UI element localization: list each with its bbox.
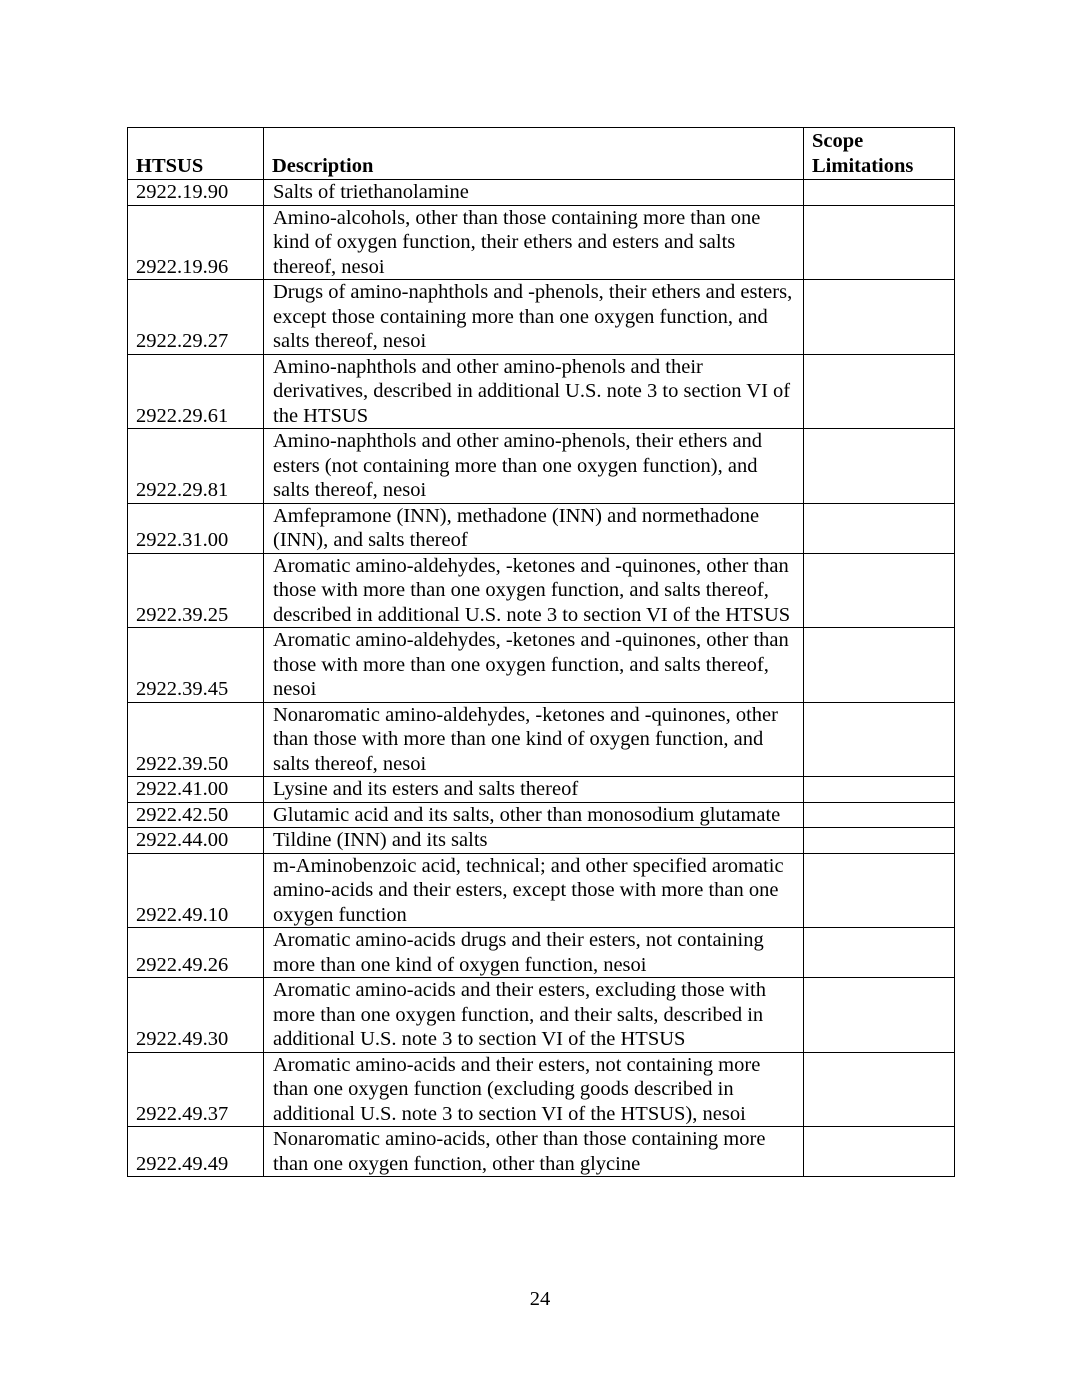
htsus-code-cell: 2922.39.50	[128, 702, 264, 777]
description-cell: Nonaromatic amino-acids, other than those containing more than one oxygen function, other than glycine	[264, 1127, 804, 1177]
description-cell: Amino-naphthols and other amino-phenols, their ethers and esters (not containing more than one oxygen function), and salts thereof, nesoi	[264, 429, 804, 504]
htsus-code-cell: 2922.49.26	[128, 928, 264, 978]
header-scope-limitations	[804, 128, 955, 180]
table-row	[128, 628, 955, 703]
htsus-code-cell: 2922.19.90	[128, 180, 264, 206]
table-row	[128, 205, 955, 280]
description-cell: m-Aminobenzoic acid, technical; and other specified aromatic amino-acids and their esters, except those with more than one oxygen function	[264, 853, 804, 928]
table-row	[128, 553, 955, 628]
header-scope-line2: Limitations	[812, 154, 914, 177]
scope-limitations-cell	[804, 553, 955, 628]
table-row	[128, 702, 955, 777]
scope-limitations-cell	[804, 928, 955, 978]
scope-limitations-cell	[804, 354, 955, 429]
description-cell: Amino-naphthols and other amino-phenols and their derivatives, described in additional U.S. note 3 to section VI of the HTSUS	[264, 354, 804, 429]
description-cell: Salts of triethanolamine	[264, 180, 804, 206]
description-cell: Aromatic amino-acids drugs and their esters, not containing more than one kind of oxygen function, nesoi	[264, 928, 804, 978]
table-row	[128, 853, 955, 928]
description-cell: Aromatic amino-aldehydes, -ketones and -quinones, other than those with more than one oxygen function, and salts thereof, nesoi	[264, 628, 804, 703]
scope-limitations-cell	[804, 1127, 955, 1177]
htsus-code-cell: 2922.41.00	[128, 777, 264, 803]
scope-limitations-cell	[804, 777, 955, 803]
description-cell: Amfepramone (INN), methadone (INN) and normethadone (INN), and salts thereof	[264, 503, 804, 553]
scope-limitations-cell	[804, 180, 955, 206]
scope-limitations-cell	[804, 1052, 955, 1127]
table-row	[128, 503, 955, 553]
scope-limitations-cell	[804, 828, 955, 854]
description-cell: Nonaromatic amino-aldehydes, -ketones and -quinones, other than those with more than one kind of oxygen function, and salts thereof, nesoi	[264, 702, 804, 777]
htsus-code-cell: 2922.19.96	[128, 205, 264, 280]
header-htsus: HTSUS	[128, 128, 264, 180]
htsus-code-cell: 2922.49.30	[128, 978, 264, 1053]
scope-limitations-cell	[804, 429, 955, 504]
table-row	[128, 1052, 955, 1127]
table-row	[128, 280, 955, 355]
header-scope-line1: Scope	[812, 130, 864, 152]
scope-limitations-cell	[804, 205, 955, 280]
description-cell: Glutamic acid and its salts, other than monosodium glutamate	[264, 802, 804, 828]
htsus-code-cell: 2922.31.00	[128, 503, 264, 553]
table-row	[128, 928, 955, 978]
table-row	[128, 180, 955, 206]
table-row	[128, 802, 955, 828]
header-description: Description	[264, 128, 804, 180]
htsus-code-cell: 2922.44.00	[128, 828, 264, 854]
table-row	[128, 777, 955, 803]
htsus-code-cell: 2922.29.81	[128, 429, 264, 504]
page-number: 24	[529, 1288, 551, 1310]
htsus-code-cell: 2922.39.45	[128, 628, 264, 703]
scope-limitations-cell	[804, 853, 955, 928]
htsus-code-cell: 2922.29.27	[128, 280, 264, 355]
table-row	[128, 429, 955, 504]
htsus-code-cell: 2922.49.49	[128, 1127, 264, 1177]
description-cell: Lysine and its esters and salts thereof	[264, 777, 804, 803]
table-row	[128, 828, 955, 854]
scope-limitations-cell	[804, 978, 955, 1053]
scope-limitations-cell	[804, 628, 955, 703]
description-cell: Tildine (INN) and its salts	[264, 828, 804, 854]
description-cell: Aromatic amino-acids and their esters, not containing more than one oxygen function (excluding goods described in additional U.S. note 3 to section VI of the HTSUS), nesoi	[264, 1052, 804, 1127]
htsus-code-cell: 2922.49.10	[128, 853, 264, 928]
description-cell: Aromatic amino-acids and their esters, excluding those with more than one oxygen function, and their salts, described in additional U.S. note 3 to section VI of the HTSUS	[264, 978, 804, 1053]
table-row	[128, 1127, 955, 1177]
scope-limitations-cell	[804, 802, 955, 828]
table-row	[128, 978, 955, 1053]
htsus-table	[127, 127, 955, 1177]
description-cell: Aromatic amino-aldehydes, -ketones and -quinones, other than those with more than one oxygen function, and salts thereof, described in additional U.S. note 3 to section VI of the HTSUS	[264, 553, 804, 628]
description-cell: Amino-alcohols, other than those containing more than one kind of oxygen function, their ethers and esters and salts thereof, nesoi	[264, 205, 804, 280]
htsus-code-cell: 2922.29.61	[128, 354, 264, 429]
scope-limitations-cell	[804, 503, 955, 553]
table-body	[128, 180, 955, 1177]
table-header-row	[128, 128, 955, 180]
scope-limitations-cell	[804, 702, 955, 777]
description-cell: Drugs of amino-naphthols and -phenols, their ethers and esters, except those containing more than one oxygen function, and salts thereof, nesoi	[264, 280, 804, 355]
table-row	[128, 354, 955, 429]
scope-limitations-cell	[804, 280, 955, 355]
htsus-code-cell: 2922.49.37	[128, 1052, 264, 1127]
htsus-code-cell: 2922.39.25	[128, 553, 264, 628]
htsus-code-cell: 2922.42.50	[128, 802, 264, 828]
